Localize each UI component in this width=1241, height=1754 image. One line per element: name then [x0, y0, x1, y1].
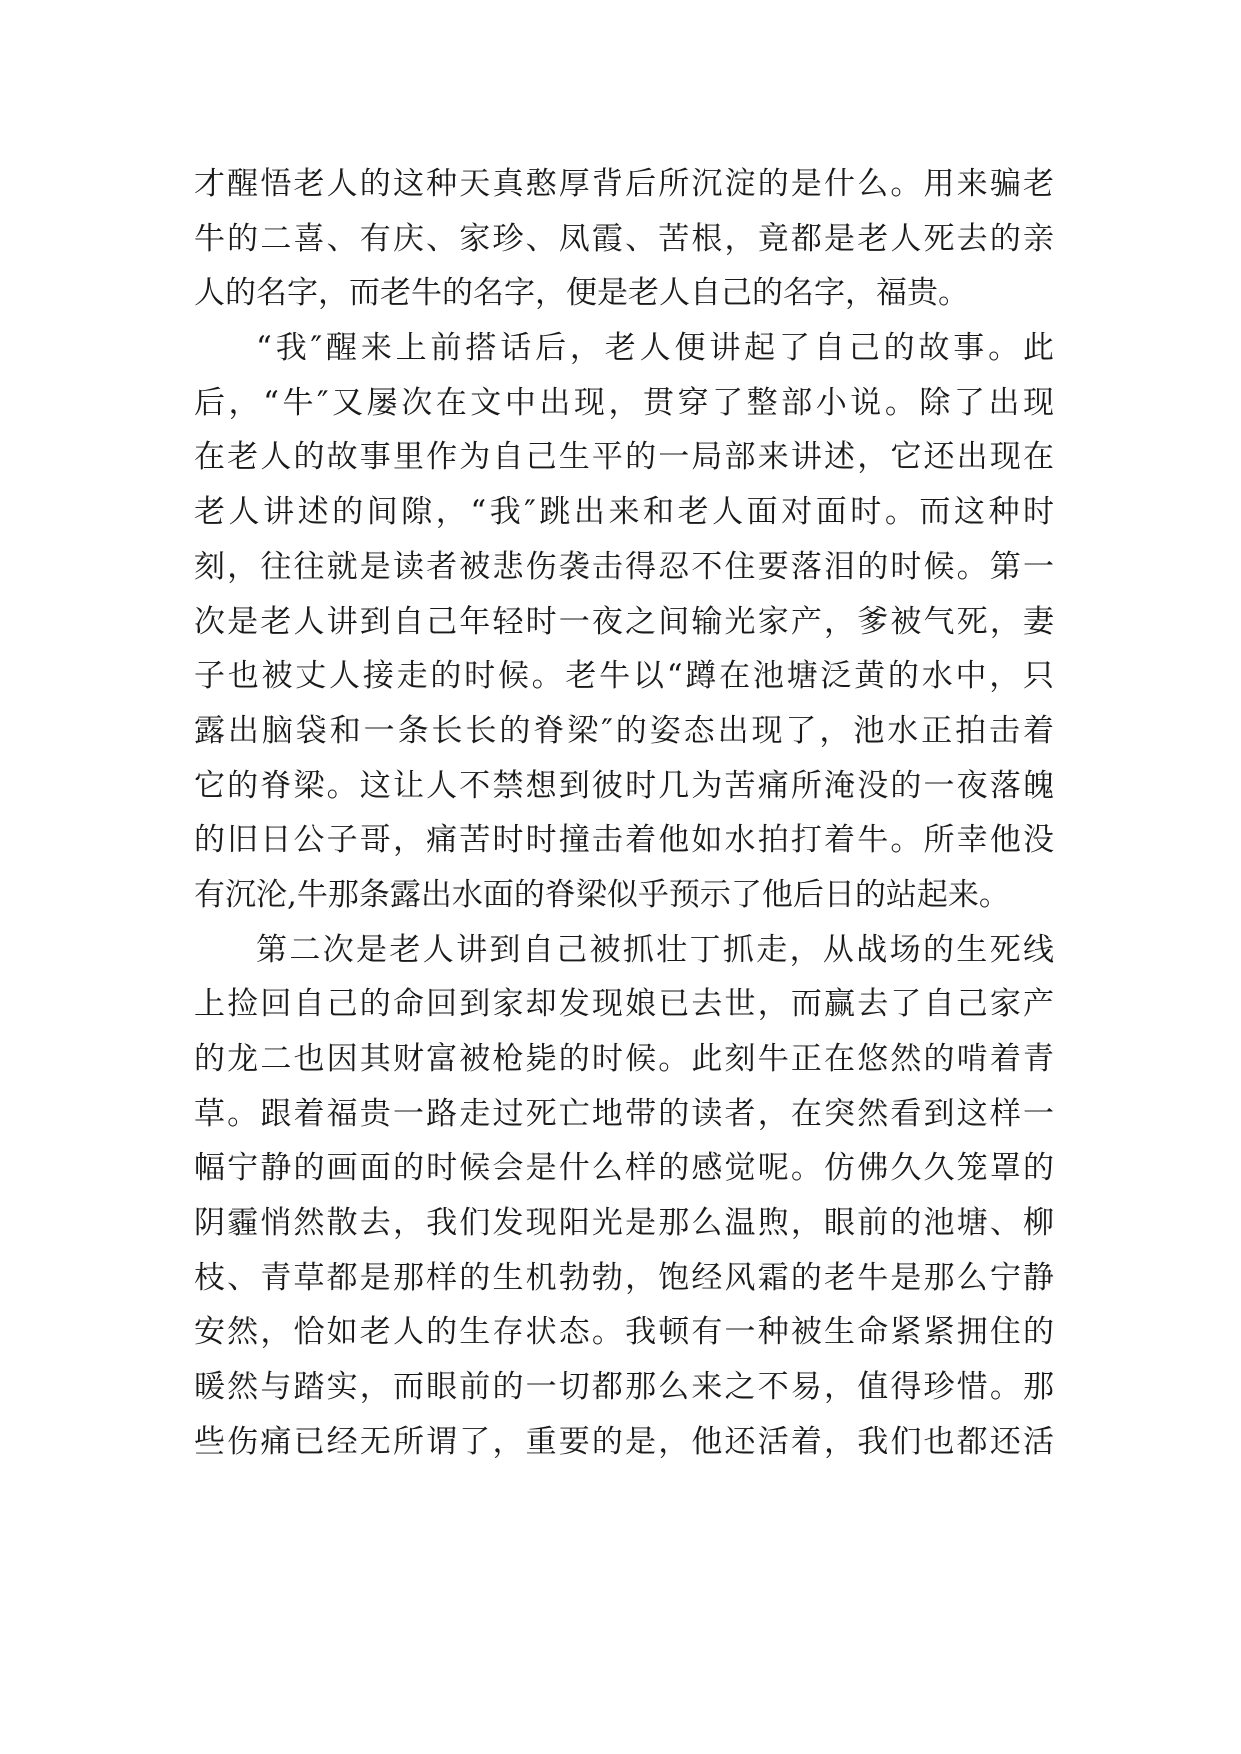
text-line: 的龙二也因其财富被枪毙的时候。此刻牛正在悠然的啃着青 [194, 1041, 1054, 1077]
text-line: 第二次是老人讲到自己被抓壮丁抓走，从战场的生死线 [256, 931, 1054, 968]
text-line: 老人讲述的间隙，“我″跳出来和老人面对面时。而这种时 [194, 494, 1054, 531]
text-line: 子也被丈人接走的时候。老牛以“蹲在池塘泛黄的水中，只 [194, 658, 1054, 695]
text-line: 幅宁静的画面的时候会是什么样的感觉呢。仿佛久久笼罩的 [194, 1150, 1054, 1187]
text-line: 才醒悟老人的这种天真憨厚背后所沉淀的是什么。用来骗老 [194, 166, 1054, 202]
text-line: 人的名字，而老牛的名字，便是老人自己的名字，福贵。 [194, 275, 969, 312]
text-line: 枝、青草都是那样的生机勃勃，饱经风霜的老牛是那么宁静 [194, 1259, 1054, 1296]
text-line: 在老人的故事里作为自己生平的一局部来讲述，它还出现在 [194, 439, 1054, 476]
text-line: 暖然与踏实，而眼前的一切都那么来之不易，值得珍惜。那 [194, 1369, 1054, 1406]
text-line: “我″醒来上前搭话后，老人便讲起了自己的故事。此 [256, 330, 1054, 367]
text-line: 安然，恰如老人的生存状态。我顿有一种被生命紧紧拥住的 [194, 1314, 1054, 1351]
text-line: 牛的二喜、有庆、家珍、凤霞、苦根，竟都是老人死去的亲 [194, 220, 1054, 257]
text-line: 次是老人讲到自己年轻时一夜之间输光家产，爹被气死，妻 [194, 603, 1054, 640]
text-line: 的旧日公子哥，痛苦时时撞击着他如水拍打着牛。所幸他没 [194, 822, 1054, 859]
text-line: 些伤痛已经无所谓了，重要的是，他还活着，我们也都还活 [194, 1423, 1054, 1460]
body-text [194, 157, 1054, 1470]
text-line: 有沉沦,牛那条露出水面的脊梁似乎预示了他后日的站起来。 [194, 876, 1010, 913]
text-line: 刻，往往就是读者被悲伤袭击得忍不住要落泪的时候。第一 [194, 548, 1054, 585]
text-line: 后，“牛″又屡次在文中出现，贯穿了整部小说。除了出现 [194, 384, 1054, 421]
text-line: 草。跟着福贵一路走过死亡地带的读者，在突然看到这样一 [194, 1095, 1054, 1132]
text-line: 阴霾悄然散去，我们发现阳光是那么温煦，眼前的池塘、柳 [194, 1205, 1054, 1242]
text-line: 上捡回自己的命回到家却发现娘已去世，而赢去了自己家产 [194, 986, 1054, 1023]
text-line: 它的脊梁。这让人不禁想到彼时几为苦痛所淹没的一夜落魄 [194, 767, 1054, 804]
text-line: 露出脑袋和一条长长的脊梁″的姿态出现了，池水正拍击着 [194, 712, 1054, 749]
